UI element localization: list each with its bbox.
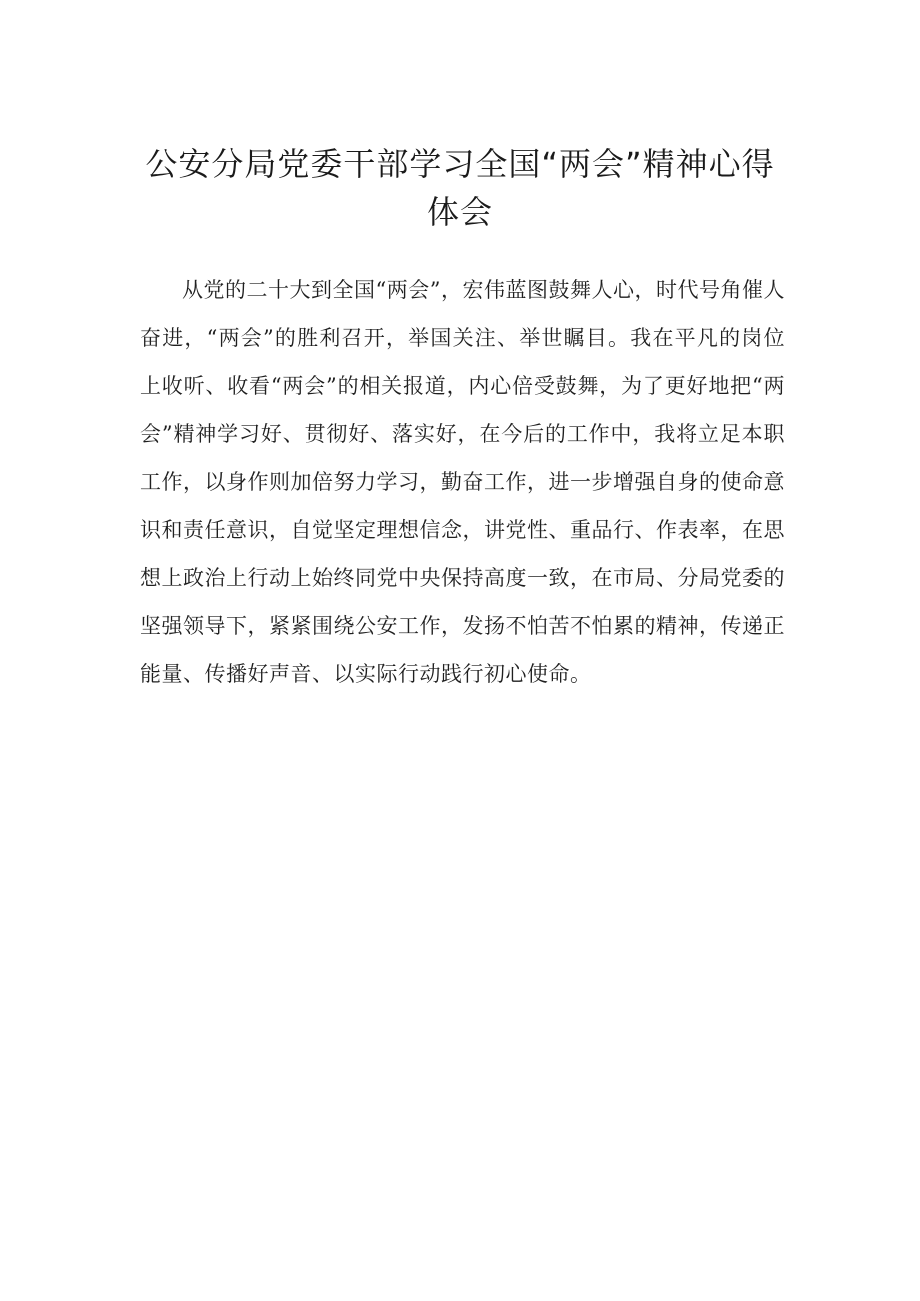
document-title: 公安分局党委干部学习全国“两会”精神心得体会 (145, 145, 775, 231)
document-paragraph: 从党的二十大到全国“两会”，宏伟蓝图鼓舞人心，时代号角催人奋进，“两会”的胜利召开，举国关注、举世瞩目。我在平凡的岗位上收听、收看“两会”的相关报道，内心倍受鼓舞，为了更好地把“两会”精神学习好、贯彻好、落实好，在今后的工作中，我将立足本职工作，以身作则加倍努力学习，勤奋工作，进一步增强自身的使命意识和责任意识，自觉坚定理想信念，讲党性、重品行、作表率，在思想上政治上行动上始终同党中央保持高度一致，在市局、分局党委的坚强领导下，紧紧围绕公安工作，发扬不怕苦不怕累的精神，传递正能量、传播好声音、以实际行动践行初心使命。 (140, 278, 785, 686)
